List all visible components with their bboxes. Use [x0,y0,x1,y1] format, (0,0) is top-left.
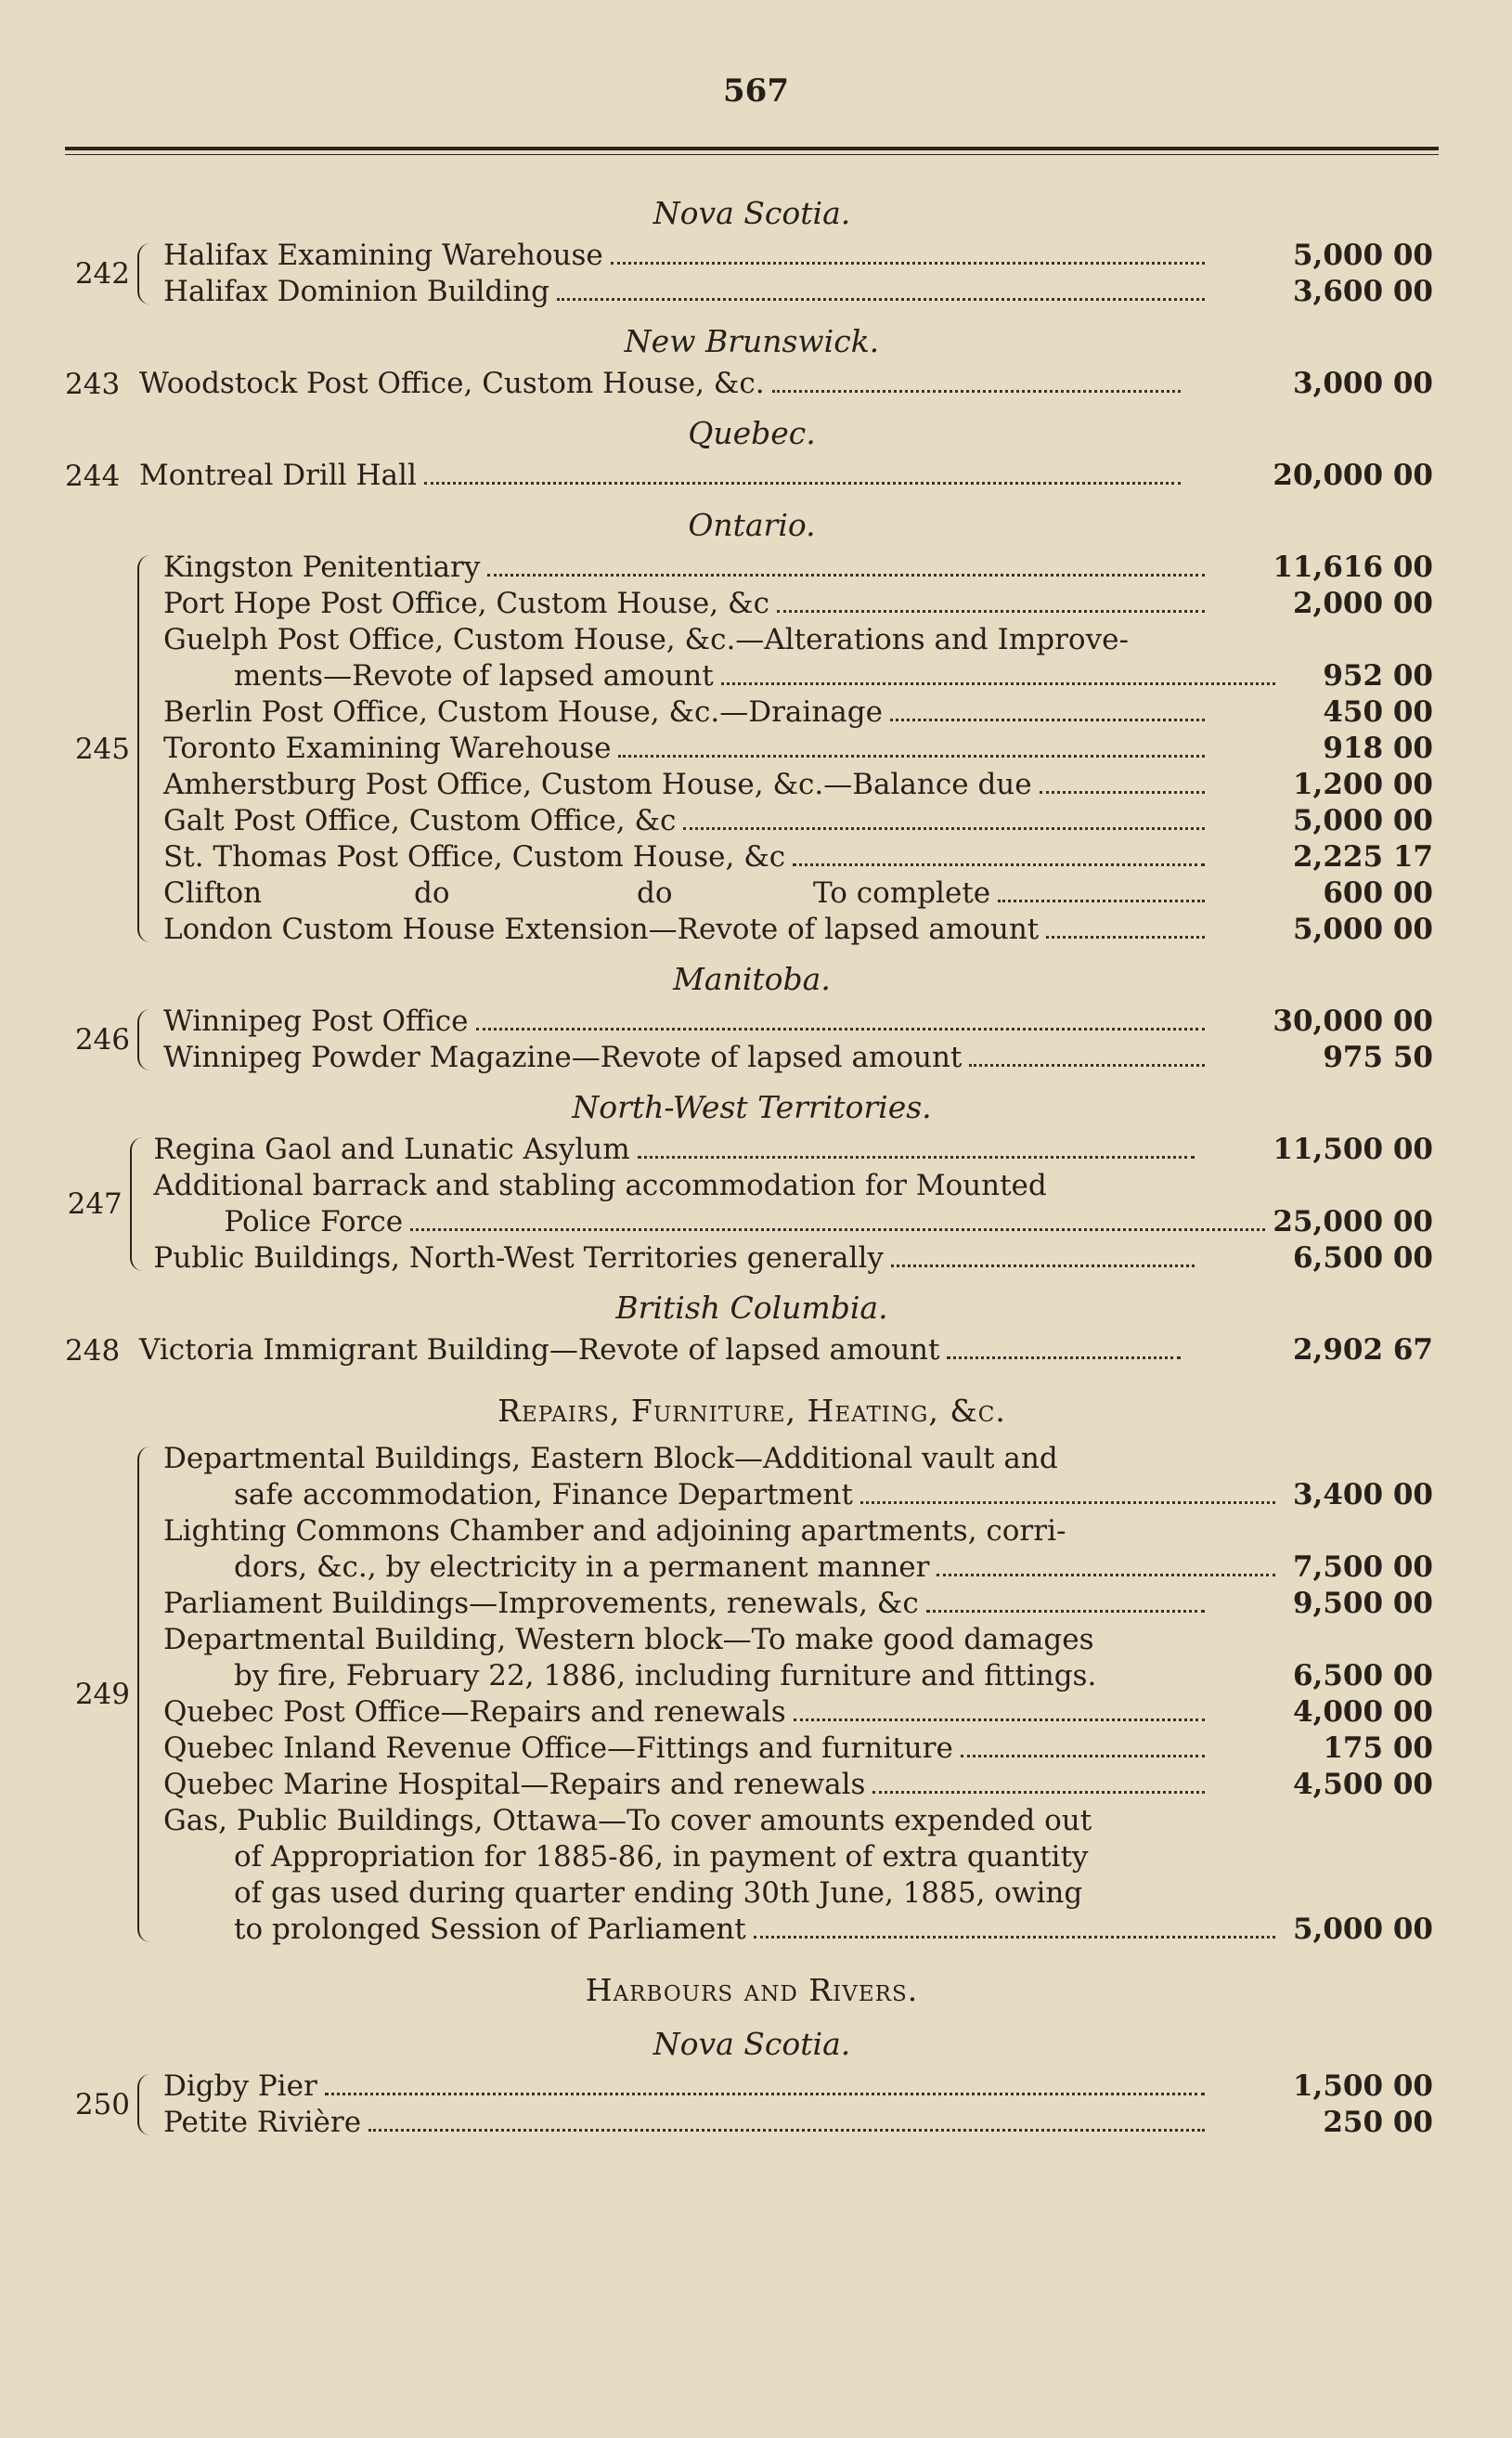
group-items [163,550,1439,948]
entry-amount: 2,902 67 [1292,1333,1433,1367]
entry-text: Halifax Examining Warehouse [163,239,603,272]
entry-line [163,550,1439,586]
entry-description [163,694,1212,731]
group-items [163,1004,1439,1076]
entry-line [163,622,1439,658]
dot-leader [890,718,1205,721]
entry-line [163,1912,1439,1948]
column-text: Clifton [163,876,263,910]
entry-description [163,274,1212,310]
entry-line [163,1731,1439,1767]
entry-text: ments—Revote of lapsed amount [234,659,714,693]
entry-line [163,875,1439,912]
group-brace [137,1446,158,1942]
section-heading: Nova Scotia. [653,2026,851,2062]
entry-description [153,1240,1202,1277]
entry-line [163,658,1439,694]
entry-description [163,1004,1212,1040]
entry-description [234,1658,1283,1694]
entry-amount: 450 00 [1323,695,1433,729]
dot-leader [926,1609,1205,1613]
entry-text: St. Thomas Post Office, Custom House, &c [163,840,786,874]
entry-text: Digby Pier [163,2069,317,2103]
entry-line [163,1658,1439,1694]
entry-description [234,1839,1283,1875]
dot-leader [891,1264,1195,1267]
entry-description [234,1550,1283,1586]
entry-text: London Custom House Extension—Revote of lapsed amount [163,913,1040,946]
entry-line [163,1767,1439,1803]
entry-text: Additional barrack and stabling accommodation for Mounted [153,1169,1047,1202]
item-group [65,458,1439,494]
dot-leader [683,826,1205,830]
entry-description [163,731,1212,767]
entry-text: Kingston Penitentiary [163,551,481,584]
group-brace [130,1137,149,1271]
entry-line [163,1513,1439,1550]
entry-description [163,912,1212,948]
entry-description [163,1040,1212,1076]
dot-leader [611,261,1205,265]
entry-description [163,2068,1212,2105]
entry-line [163,1441,1439,1477]
entry-amount: 2,000 00 [1292,587,1433,620]
estimates-list [65,186,1439,2145]
entry-text: Berlin Post Office, Custom House, &c.—Drainage [163,695,883,729]
entry-description [163,1694,1212,1731]
entry-description [163,622,1212,658]
clifton-columns [163,875,1212,912]
column-text: To complete [813,876,991,910]
entry-amount: 9,500 00 [1292,1587,1433,1620]
item-number: 249 [74,1678,130,1711]
entry-amount: 3,000 00 [1292,367,1433,400]
entry-description [163,875,1212,912]
entry-text: Woodstock Post Office, Custom House, &c. [139,367,765,400]
item-group [65,1004,1439,1076]
dot-leader [476,1027,1205,1031]
item-group [65,366,1439,402]
entry-line [163,586,1439,622]
entry-description [163,1803,1212,1839]
entry-description [163,1586,1212,1622]
entry-amount: 918 00 [1323,732,1433,765]
group-items [163,1441,1439,1948]
entry-text: by fire, February 22, 1886, including furniture and fittings. [234,1659,1097,1692]
entry-amount: 4,500 00 [1292,1768,1433,1801]
dot-leader [777,609,1205,613]
entry-text: to prolonged Session of Parliament [234,1913,746,1946]
dot-leader [368,2128,1205,2132]
group-brace [137,1009,158,1070]
entry-line [153,1132,1439,1168]
section-heading: North-West Territories. [572,1089,932,1125]
dot-leader [1046,935,1205,939]
entry-amount: 3,400 00 [1292,1478,1433,1511]
entry-line [163,1586,1439,1622]
entry-text: Parliament Buildings—Improvements, renewals, &c [163,1587,919,1620]
entry-text: Winnipeg Post Office [163,1005,469,1038]
item-group [65,238,1439,310]
entry-text: Victoria Immigrant Building—Revote of lapsed amount [139,1333,940,1367]
entry-text: Montreal Drill Hall [139,459,417,492]
dot-leader [969,1063,1205,1067]
entry-description [139,458,1188,494]
entry-line [139,366,1439,402]
dot-leader [794,1718,1205,1721]
entry-amount: 1,500 00 [1292,2069,1433,2103]
entry-amount: 6,500 00 [1292,1241,1433,1275]
entry-line [163,767,1439,803]
page-number: 567 [723,72,789,110]
entry-description [163,238,1212,274]
entry-description [163,550,1212,586]
item-group [65,2068,1439,2141]
entry-text: Toronto Examining Warehouse [163,732,612,765]
entry-line [153,1168,1439,1204]
entry-amount: 7,500 00 [1292,1550,1433,1584]
dot-leader [638,1155,1195,1159]
section-heading: Repairs, Furniture, Heating, &c. [498,1393,1006,1429]
entry-description [224,1204,1273,1240]
entry-text: Quebec Marine Hospital—Repairs and renewals [163,1768,866,1801]
column-text: do [414,876,450,910]
entry-line [139,458,1439,494]
section-heading: Quebec. [688,415,816,451]
dot-leader [772,389,1181,393]
entry-text: Guelph Post Office, Custom House, &c.—Alterations and Improve- [163,623,1129,656]
entry-line [163,1477,1439,1513]
entry-text: Public Buildings, North-West Territories generally [153,1241,884,1275]
entry-amount: 1,200 00 [1292,768,1433,801]
entry-line [163,238,1439,274]
entry-line [163,1040,1439,1076]
entry-amount: 25,000 00 [1273,1205,1433,1238]
entry-amount: 3,600 00 [1292,275,1433,308]
entry-text: Quebec Post Office—Repairs and renewals [163,1695,786,1729]
section-heading: New Brunswick. [624,323,880,359]
entry-description [163,803,1212,839]
entry-line [163,1694,1439,1731]
entry-amount: 5,000 00 [1292,1913,1433,1946]
entry-text: Departmental Buildings, Eastern Block—Additional vault and [163,1442,1058,1475]
entry-description [139,1332,1188,1368]
header-rule-thin [65,154,1439,155]
entry-line [163,912,1439,948]
item-number: 244 [65,459,121,493]
entry-text: safe accommodation, Finance Department [234,1478,853,1511]
group-brace [137,243,158,305]
entry-amount: 4,000 00 [1292,1695,1433,1729]
entry-line [163,1803,1439,1839]
section-heading: Nova Scotia. [653,195,851,231]
entry-line [163,1550,1439,1586]
item-number: 243 [65,367,121,401]
dot-leader [937,1573,1275,1576]
entry-line [163,274,1439,310]
entry-line [163,694,1439,731]
entry-description [234,1477,1283,1513]
dot-leader [557,297,1205,301]
entry-line [163,803,1439,839]
entry-amount: 5,000 00 [1292,239,1433,272]
dot-leader [860,1500,1275,1504]
entry-line [163,1839,1439,1875]
column-text: do [637,876,673,910]
group-items [139,458,1439,494]
entry-text: Winnipeg Powder Magazine—Revote of lapsed amount [163,1041,963,1074]
entry-line [163,839,1439,875]
dot-leader [618,754,1205,758]
dot-leader [410,1227,1265,1231]
item-group [65,1441,1439,1948]
dot-leader [487,573,1205,577]
entry-text: Gas, Public Buildings, Ottawa—To cover amounts expended out [163,1804,1092,1837]
dot-leader [872,1790,1205,1794]
entry-amount: 5,000 00 [1292,913,1433,946]
group-items [163,238,1439,310]
item-group [65,550,1439,948]
item-number: 245 [74,732,130,766]
entry-description [234,1875,1283,1912]
entry-text: dors, &c., by electricity in a permanent manner [234,1550,930,1584]
entry-description [153,1168,1202,1204]
entry-text: Amherstburg Post Office, Custom House, &c.—Balance due [163,768,1032,801]
item-number: 246 [74,1023,130,1057]
entry-description [153,1132,1202,1168]
item-number: 247 [67,1187,123,1221]
dot-leader [961,1754,1205,1757]
item-number: 242 [74,257,130,291]
entry-line [163,1004,1439,1040]
entry-line [163,1875,1439,1912]
entry-text: of gas used during quarter ending 30th June, 1885, owing [234,1876,1083,1910]
entry-description [163,1622,1212,1658]
entry-line [153,1204,1439,1240]
entry-description [163,1513,1212,1550]
section-heading: Ontario. [688,507,816,543]
entry-text: Halifax Dominion Building [163,275,549,308]
entry-description [163,767,1212,803]
dot-leader [998,899,1205,902]
entry-text: Lighting Commons Chamber and adjoining apartments, corri- [163,1514,1066,1548]
dot-leader [721,681,1275,685]
dot-leader [325,2092,1205,2095]
entry-amount: 11,616 00 [1273,551,1433,584]
entry-text: Regina Gaol and Lunatic Asylum [153,1133,630,1166]
entry-amount: 250 00 [1323,2106,1433,2139]
dot-leader [1040,790,1205,794]
entry-line [163,731,1439,767]
section-heading: Manitoba. [673,961,831,997]
group-items [153,1132,1439,1277]
entry-description [163,1441,1212,1477]
entry-text: Police Force [224,1205,404,1238]
entry-line [163,2105,1439,2141]
entry-line [163,1622,1439,1658]
dot-leader [947,1355,1181,1359]
entry-amount: 30,000 00 [1273,1005,1433,1038]
entry-text: of Appropriation for 1885-86, in payment of extra quantity [234,1840,1089,1874]
entry-amount: 11,500 00 [1273,1133,1433,1166]
entry-description [234,658,1283,694]
group-items [139,1332,1439,1368]
entry-amount: 975 50 [1323,1041,1433,1074]
group-brace [137,555,158,942]
entry-amount: 6,500 00 [1292,1659,1433,1692]
entry-amount: 20,000 00 [1273,459,1433,492]
group-items [163,2068,1439,2141]
item-number: 248 [65,1333,121,1368]
entry-description [163,2105,1212,2141]
entry-description [163,1731,1212,1767]
dot-leader [793,862,1205,866]
entry-text: Departmental Building, Western block—To make good damages [163,1623,1094,1656]
dot-leader [754,1935,1275,1939]
entry-amount: 175 00 [1323,1731,1433,1765]
entry-description [163,586,1212,622]
section-heading: Harbours and Rivers. [585,1972,919,2008]
entry-description [234,1912,1283,1948]
entry-amount: 952 00 [1323,659,1433,693]
item-number: 250 [74,2088,130,2121]
header-rule-thick [65,147,1439,150]
entry-line [139,1332,1439,1368]
entry-amount: 5,000 00 [1292,804,1433,837]
item-group [65,1132,1439,1277]
group-items [139,366,1439,402]
entry-text: Petite Rivière [163,2106,362,2139]
entry-description [163,1767,1212,1803]
entry-text: Quebec Inland Revenue Office—Fittings and furniture [163,1731,953,1765]
entry-line [153,1240,1439,1277]
dot-leader [424,481,1181,485]
entry-amount: 600 00 [1323,876,1433,910]
entry-text: Galt Post Office, Custom Office, &c [163,804,677,837]
section-heading: British Columbia. [615,1290,888,1326]
entry-line [163,2068,1439,2105]
entry-amount: 2,225 17 [1292,840,1433,874]
entry-text: Port Hope Post Office, Custom House, &c [163,587,769,620]
entry-description [139,366,1188,402]
group-brace [137,2074,158,2135]
entry-description [163,839,1212,875]
item-group [65,1332,1439,1368]
